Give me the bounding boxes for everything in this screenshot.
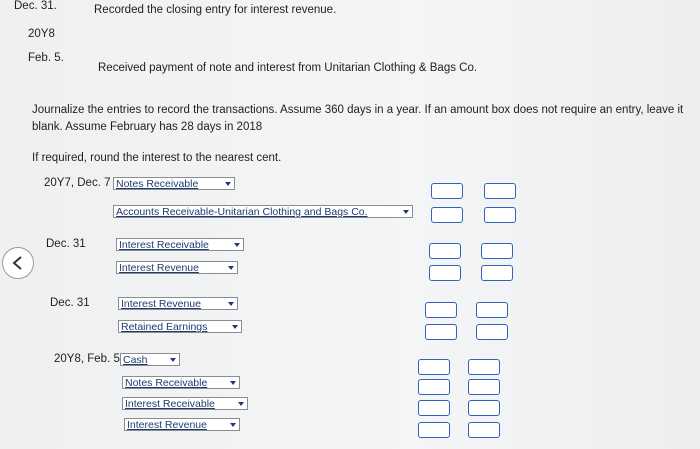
- entry4-row1-debit-amount-input[interactable]: [418, 359, 450, 375]
- entry4-row3-credit-amount-input[interactable]: [468, 400, 500, 416]
- entry2-date: Dec. 31: [46, 238, 86, 250]
- entry1-debit-amount-input[interactable]: [431, 183, 463, 199]
- entry3-credit-debit-amount-input[interactable]: [425, 324, 457, 340]
- entry3-debit-account-select[interactable]: [118, 297, 238, 310]
- caret-down-icon: [225, 182, 231, 186]
- caret-down-icon: [230, 423, 236, 427]
- caret-down-icon: [230, 381, 236, 385]
- event-date-dec31: Dec. 31.: [14, 0, 57, 12]
- back-button[interactable]: [2, 247, 34, 279]
- entry3-credit-account-select[interactable]: [118, 320, 242, 333]
- entry4-credit3-account-select[interactable]: [124, 418, 240, 431]
- caret-down-icon: [403, 210, 409, 214]
- entry2-credit-amount-input[interactable]: [481, 265, 513, 281]
- entry4-row2-credit-amount-input[interactable]: [468, 379, 500, 395]
- entry4-row2-debit-amount-input[interactable]: [418, 379, 450, 395]
- entry1-credit-account-value: Accounts Receivable-Unitarian Clothing and Bags Co.: [116, 206, 368, 218]
- entry4-credit3-account-value: Interest Revenue: [127, 419, 207, 431]
- entry4-credit2-account-select[interactable]: [122, 397, 248, 410]
- entry3-date: Dec. 31: [50, 297, 90, 309]
- entry2-debit-account-value: Interest Receivable: [119, 239, 209, 251]
- entry1-date: 20Y7, Dec. 7: [44, 177, 111, 189]
- entry2-debit-credit-amount-input[interactable]: [481, 243, 513, 259]
- entry2-credit-account-value: Interest Revenue: [119, 262, 199, 274]
- entry4-date: 20Y8, Feb. 5: [54, 353, 120, 365]
- entry3-credit-account-value: Retained Earnings: [121, 321, 208, 333]
- entry3-debit-account-value: Interest Revenue: [121, 298, 201, 310]
- caret-down-icon: [228, 302, 234, 306]
- caret-down-icon: [238, 402, 244, 406]
- event-text-dec31: Recorded the closing entry for interest revenue.: [94, 4, 337, 16]
- rounding-instruction: If required, round the interest to the nearest cent.: [32, 152, 282, 164]
- entry1-credit-amount-input[interactable]: [484, 207, 516, 223]
- instructions-text: Journalize the entries to record the transactions. Assume 360 days in a year. If an amount box does not require an entry, leave it blank. Assume February has 28 days in 2018: [32, 104, 684, 133]
- entry1-credit-debit-amount-input[interactable]: [431, 207, 463, 223]
- entry4-debit-account-value: Cash: [123, 354, 148, 366]
- entry4-credit1-account-value: Notes Receivable: [125, 377, 208, 389]
- entry3-debit-credit-amount-input[interactable]: [476, 302, 508, 318]
- caret-down-icon: [232, 325, 238, 329]
- entry4-debit-account-select[interactable]: [120, 353, 180, 366]
- entry2-debit-account-select[interactable]: [116, 238, 244, 251]
- entry3-credit-amount-input[interactable]: [476, 324, 508, 340]
- entry1-debit-account-value: Notes Receivable: [116, 178, 199, 190]
- event-year-label: 20Y8: [28, 28, 55, 40]
- entry2-credit-account-select[interactable]: [116, 261, 238, 274]
- event-text-feb5: Received payment of note and interest from Unitarian Clothing & Bags Co.: [98, 62, 478, 74]
- entry2-debit-amount-input[interactable]: [429, 243, 461, 259]
- chevron-left-icon: [11, 255, 25, 271]
- entry4-credit1-account-select[interactable]: [122, 376, 240, 389]
- entry4-row4-credit-amount-input[interactable]: [468, 422, 500, 438]
- entry2-credit-debit-amount-input[interactable]: [429, 265, 461, 281]
- entry3-debit-amount-input[interactable]: [425, 302, 457, 318]
- event-date-feb5: Feb. 5.: [28, 52, 64, 64]
- caret-down-icon: [170, 358, 176, 362]
- entry4-row1-credit-amount-input[interactable]: [468, 359, 500, 375]
- caret-down-icon: [228, 266, 234, 270]
- entry4-credit2-account-value: Interest Receivable: [125, 398, 215, 410]
- caret-down-icon: [234, 243, 240, 247]
- entry1-credit-account-select[interactable]: [113, 205, 413, 218]
- entry1-debit-credit-amount-input[interactable]: [484, 183, 516, 199]
- entry1-debit-account-select[interactable]: [113, 177, 235, 190]
- entry4-row3-debit-amount-input[interactable]: [418, 400, 450, 416]
- entry4-row4-debit-amount-input[interactable]: [418, 422, 450, 438]
